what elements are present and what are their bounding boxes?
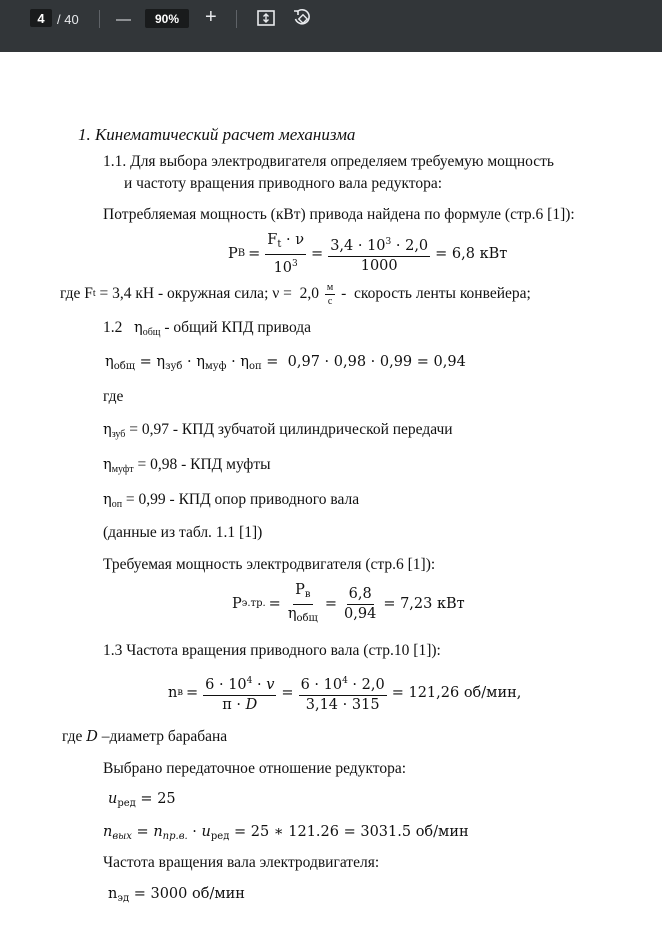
expr: · 2,0 [347,676,385,693]
paragraph-1-2 [103,318,311,343]
var: F [267,231,278,248]
text: 1.2 [103,319,134,336]
section-heading: 1. Кинематический расчет механизма [78,125,356,144]
eta-coupling [103,455,271,480]
expr: = [131,824,154,840]
eta-gear [103,420,453,445]
sub: э.тр. [241,598,266,609]
sub: в [177,687,183,698]
sub: пр.в. [162,831,188,842]
sub: ред [117,798,136,809]
formula-output-speed [103,822,469,847]
var: P [232,596,242,612]
zoom-level-input[interactable]: 90% [145,9,189,28]
unit-den: с [327,295,333,307]
expr: 0,94 [344,605,377,622]
result: = 7,23 кВт [383,596,465,612]
sub: общ [296,612,318,624]
expr: 6 · 10 [300,676,343,693]
expr: 6 · 10 [205,676,247,693]
expr: · [187,824,202,840]
expr: · ν [281,231,305,248]
expr: = η [135,354,166,370]
zoom-out-button[interactable]: — [116,10,131,28]
eta-bearings [103,490,359,515]
sub: муфт [111,464,134,475]
sub: t [92,288,96,299]
table-note: (данные из табл. 1.1 [1]) [103,524,263,541]
result: = 6,8 кВт [435,246,508,262]
toolbar-divider [99,10,100,28]
var: P [295,581,305,598]
sub: эд [117,893,130,904]
eta: η [103,492,112,508]
formula-ratio [108,789,176,814]
formula-efficiency [105,352,466,377]
toolbar-divider [236,10,237,28]
formula-required-power: P э.тр. = $\frac{P_в}{\eta_{общ}}$ = $\frac{6,8}{0,94}$ = 7,23 кВт [232,581,465,624]
sub: оп [248,361,262,372]
unit-num: м [326,281,334,293]
expr: 3,4 · 10 [330,237,386,254]
var: n [168,685,178,701]
eta: η [105,354,114,370]
page-number-input[interactable]: 4 [30,9,52,27]
where-diameter [62,727,227,747]
sub: зуб [111,429,126,440]
expr: 10 [273,259,293,276]
required-power-intro: Требуемая мощность электродвигателя (стр.6 [1]): [103,556,436,573]
ratio-intro: Выбрано передаточное отношение редуктора: [103,760,407,777]
fit-to-page-icon[interactable] [256,9,276,32]
sub: в [304,588,311,600]
text: = 0,99 - КПД опор приводного вала [122,491,360,508]
text: - скорость ленты конвейера; [337,285,531,302]
expr: · [252,676,267,693]
sub: муф [204,361,227,372]
var: n [103,824,113,840]
page-total: / 40 [57,11,79,27]
paragraph-1-1-line1: 1.1. Для выбора электродвигателя определяем требуемую мощность [103,153,555,170]
text: - общий КПД привода [160,319,312,336]
sup: 4 [342,675,348,686]
sup: 3 [385,236,392,247]
text: = 0,97 - КПД зубчатой цилиндрической передачи [125,421,453,438]
where-force [60,282,531,306]
text: = 0,98 - КПД муфты [133,456,271,473]
eta: η [103,457,112,473]
sub: t [277,238,282,250]
var: D [245,696,258,713]
rotate-icon[interactable] [292,8,312,33]
expr: 6,8 [347,586,374,605]
sup: 3 [292,258,298,269]
text: где F [60,285,93,302]
var: u [201,824,211,840]
sub: ред [210,831,230,842]
expr: π · [222,696,246,713]
var: n [153,824,163,840]
expr: · η [226,354,249,370]
var: u [108,791,118,807]
pdf-toolbar [0,0,662,52]
paragraph-1-3: 1.3 Частота вращения приводного вала (стр.10 [1]): [103,642,441,659]
power-intro: Потребляемая мощность (кВт) привода найдена по формуле (стр.6 [1]): [103,206,575,223]
expr: = 0,97 · 0,98 · 0,99 = 0,94 [261,354,466,370]
var: P [228,246,238,262]
zoom-in-button[interactable]: + [205,5,217,28]
where-label: где [103,388,124,405]
sub: В [237,248,246,259]
paragraph-1-1-line2: и частоту вращения приводного вала редуктора: [124,175,443,192]
expr: · 2,0 [391,237,429,254]
document-page [0,52,662,939]
result: = 121,26 об/мин, [391,685,522,701]
sub: зуб [165,361,183,372]
sup: 4 [246,675,253,686]
text: = 3,4 кН - окружная сила; ν = 2,0 [95,285,323,302]
var: n [108,886,118,902]
text: –диаметр барабана [97,728,228,745]
expr: · η [182,354,205,370]
formula-shaft-speed: n в = $\frac{6 \cdot 10^4 \cdot v}{\pi \cdot D}$ = $\frac{6 \cdot 10^4 \cdot 2,0}{3,14 \cdot 315}$ = 121,26 об/мин, [168,669,521,717]
motor-speed-intro: Частота вращения вала электродвигателя: [103,854,380,871]
sub: вых [112,831,132,842]
eta: η [287,605,297,622]
var: v [266,676,275,693]
sub: общ [113,361,136,372]
text: где [62,728,87,745]
eta: η [103,422,112,438]
var: D [86,729,98,745]
sub: оп [111,499,123,510]
formula-motor-speed [108,884,245,909]
expr: 3,14 · 315 [305,696,380,713]
eta: η [134,320,143,336]
expr: 1000 [360,257,398,274]
sub: общ [142,327,161,338]
formula-power: P В = $\frac{F_t \cdot \nu}{10^3}$ = $\frac{3,4 \cdot 10^3 \cdot 2,0}{1000}$ = 6,8 кВт [228,231,508,276]
expr: = 25 [135,791,176,807]
expr: = 25 ∗ 121.26 = 3031.5 об/мин [229,824,469,840]
expr: = 3000 об/мин [129,886,245,902]
